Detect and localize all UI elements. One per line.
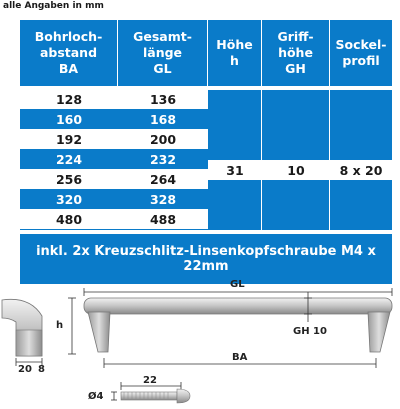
label-depth-8: 8 [38,364,45,375]
label-ba: BA [232,352,248,363]
label-diameter-4: Ø4 [88,391,104,402]
label-gl: GL [230,279,245,290]
row-2-gl: 168 [118,110,208,130]
row-3-ba: 192 [20,130,118,150]
row-1-gl: 136 [118,90,208,110]
row-1-ba: 128 [20,90,118,110]
header-h: Höhe h [208,20,262,86]
common-h: 31 [208,160,262,180]
header-gh: Griff- höhe GH [262,20,330,86]
label-h: h [56,320,64,331]
header-ba: Bohrloch- abstand BA [20,20,118,86]
row-6-ba: 320 [20,190,118,210]
row-2-ba: 160 [20,110,118,130]
label-width-20: 20 [18,364,32,375]
common-sp: 8 x 20 [330,160,392,180]
header-sp: Sockel- profil [330,20,392,86]
row-5-ba: 256 [20,170,118,190]
label-length-22: 22 [143,375,157,386]
front-view [68,288,392,368]
row-7-ba: 480 [20,210,118,230]
row-4-gl: 232 [118,150,208,170]
row-3-gl: 200 [118,130,208,150]
row-6-gl: 328 [118,190,208,210]
header-gl: Gesamt- länge GL [118,20,208,86]
label-gh: GH 10 [293,326,327,337]
units-note: alle Angaben in mm [3,1,104,11]
common-gh: 10 [262,160,330,180]
screw-note: inkl. 2x Kreuzschlitz-Linsenkopfschraube M4 x 22mm [20,234,392,284]
row-4-ba: 224 [20,150,118,170]
row-5-gl: 264 [118,170,208,190]
row-7-gl: 488 [118,210,208,230]
side-view [2,299,42,366]
